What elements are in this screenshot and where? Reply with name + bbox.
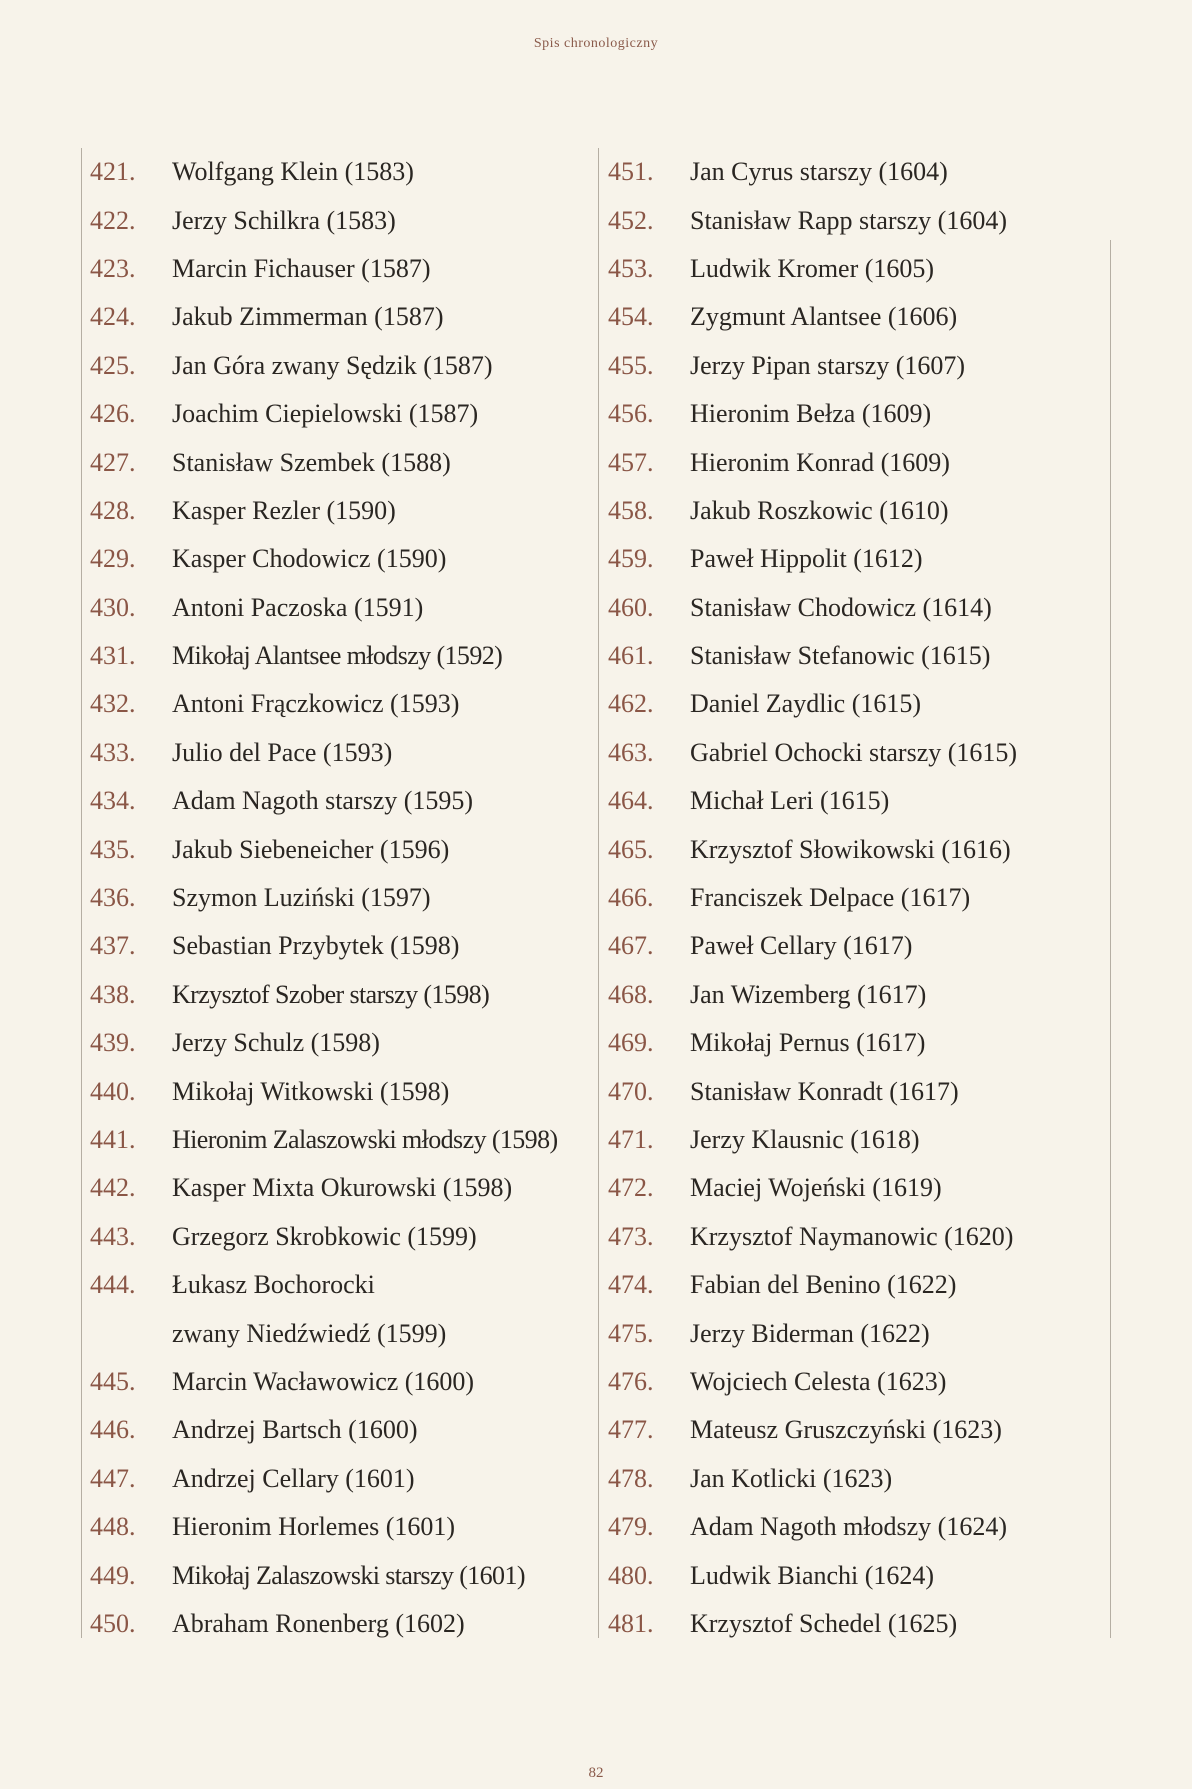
entry-number: 467. — [608, 931, 654, 961]
entry-number: 471. — [608, 1125, 654, 1154]
entry-number: 454. — [608, 302, 654, 332]
entry-name: Joachim Ciepielowski (1587) — [172, 399, 479, 429]
list-item — [608, 1019, 1118, 1067]
entry-number: 468. — [608, 979, 654, 1009]
entry-name: Adam Nagoth młodszy (1624) — [690, 1512, 1008, 1542]
entry-number: 479. — [608, 1512, 654, 1542]
list-item — [608, 148, 1118, 196]
list-item — [608, 777, 1118, 825]
entry-name: Mikołaj Zalaszowski starszy (1601) — [172, 1560, 525, 1590]
entry-number: 455. — [608, 350, 654, 380]
list-item — [608, 1406, 1118, 1454]
entry-name: Marcin Fichauser (1587) — [172, 253, 431, 283]
entry-name: Jakub Siebeneicher (1596) — [172, 834, 450, 864]
entry-number: 436. — [90, 883, 136, 913]
entry-name: Stanisław Rapp starszy (1604) — [690, 205, 1008, 235]
list-item — [90, 971, 590, 1019]
entry-number: 430. — [90, 592, 136, 622]
list-item — [90, 1067, 590, 1115]
left-margin-rule — [81, 148, 82, 1638]
entry-name: zwany Niedźwiedź (1599) — [172, 1318, 447, 1348]
entry-number: 462. — [608, 689, 654, 719]
list-item — [90, 487, 590, 535]
entry-name: Grzegorz Skrobkowic (1599) — [172, 1221, 477, 1251]
list-item — [608, 1600, 1118, 1648]
entry-name: Ludwik Kromer (1605) — [690, 253, 935, 283]
entry-name: Krzysztof Naymanowic (1620) — [690, 1221, 1014, 1251]
list-item — [90, 148, 590, 196]
entry-number: 453. — [608, 253, 654, 283]
entry-name: Franciszek Delpace (1617) — [690, 883, 971, 913]
entry-number: 437. — [90, 931, 136, 961]
entry-name: Paweł Cellary (1617) — [690, 931, 913, 961]
list-item — [608, 922, 1118, 970]
entry-name: Andrzej Cellary (1601) — [172, 1463, 415, 1493]
list-item — [608, 1261, 1118, 1309]
list-item — [608, 680, 1118, 728]
entry-name: Abraham Ronenberg (1602) — [172, 1608, 465, 1638]
entry-number: 439. — [90, 1028, 136, 1058]
entry-name: Stanisław Szembek (1588) — [172, 447, 451, 477]
entry-number: 474. — [608, 1270, 654, 1300]
entry-number: 470. — [608, 1076, 654, 1106]
list-item — [608, 1358, 1118, 1406]
running-head: Spis chronologiczny — [533, 36, 659, 51]
list-item — [608, 342, 1118, 390]
entry-name: Kasper Chodowicz (1590) — [172, 544, 447, 574]
entry-number: 448. — [90, 1512, 136, 1542]
left-column — [90, 148, 590, 1648]
entry-number: 423. — [90, 253, 136, 283]
entry-name: Wojciech Celesta (1623) — [690, 1366, 947, 1396]
list-item — [608, 632, 1118, 680]
list-item — [608, 1213, 1118, 1261]
entry-name: Ludwik Bianchi (1624) — [690, 1560, 935, 1590]
entry-name: Stanisław Konradt (1617) — [690, 1076, 959, 1106]
entry-number: 456. — [608, 399, 654, 429]
list-item — [90, 825, 590, 873]
entry-number: 451. — [608, 157, 654, 187]
entry-name: Jerzy Biderman (1622) — [690, 1318, 930, 1348]
list-item — [90, 293, 590, 341]
entry-name: Mikołaj Alantsee młodszy (1592) — [172, 641, 503, 671]
list-item — [608, 584, 1118, 632]
entry-name: Kasper Rezler (1590) — [172, 495, 396, 525]
entry-name: Krzysztof Schedel (1625) — [690, 1608, 958, 1638]
entry-number: 427. — [90, 447, 136, 477]
list-item — [90, 729, 590, 777]
entry-name: Michał Leri (1615) — [690, 786, 890, 816]
entry-name: Kasper Mixta Okurowski (1598) — [172, 1173, 513, 1203]
entry-name: Jerzy Schilkra (1583) — [172, 205, 396, 235]
entry-number: 433. — [90, 737, 136, 767]
entry-number: 473. — [608, 1221, 654, 1251]
list-item — [90, 1406, 590, 1454]
entry-name: Antoni Paczoska (1591) — [172, 592, 424, 622]
list-item — [608, 729, 1118, 777]
list-item — [90, 1019, 590, 1067]
entry-name: Jerzy Schulz (1598) — [172, 1028, 380, 1058]
list-item — [608, 1309, 1118, 1357]
entry-number: 428. — [90, 495, 136, 525]
entry-name: Andrzej Bartsch (1600) — [172, 1415, 418, 1445]
entry-number: 446. — [90, 1415, 136, 1445]
list-item — [608, 825, 1118, 873]
entry-number: 476. — [608, 1366, 654, 1396]
entry-number: 469. — [608, 1028, 654, 1058]
entry-name: Stanisław Chodowicz (1614) — [690, 592, 992, 622]
list-item — [90, 1164, 590, 1212]
entry-number: 460. — [608, 592, 654, 622]
entry-number: 464. — [608, 786, 654, 816]
entry-number: 477. — [608, 1415, 654, 1445]
entry-number: 461. — [608, 641, 654, 671]
entry-name: Jerzy Klausnic (1618) — [690, 1125, 920, 1154]
list-item — [90, 584, 590, 632]
entry-name: Mikołaj Witkowski (1598) — [172, 1076, 450, 1106]
entry-number: 424. — [90, 302, 136, 332]
list-item — [608, 487, 1118, 535]
list-item — [90, 1551, 590, 1599]
entry-name: Wolfgang Klein (1583) — [172, 157, 414, 187]
entry-name: Mateusz Gruszczyński (1623) — [690, 1415, 1002, 1445]
list-item — [90, 1309, 590, 1357]
entry-name: Jan Góra zwany Sędzik (1587) — [172, 350, 493, 380]
list-item — [90, 1455, 590, 1503]
list-item — [90, 342, 590, 390]
entry-name: Gabriel Ochocki starszy (1615) — [690, 737, 1018, 767]
entry-number: 463. — [608, 737, 654, 767]
entry-number: 472. — [608, 1173, 654, 1203]
entry-number: 438. — [90, 979, 136, 1009]
entry-number: 443. — [90, 1221, 136, 1251]
entry-name: Łukasz Bochorocki — [172, 1270, 375, 1300]
entry-name: Maciej Wojeński (1619) — [690, 1173, 942, 1203]
entry-number: 434. — [90, 786, 136, 816]
list-item — [608, 1503, 1118, 1551]
entry-number: 426. — [90, 399, 136, 429]
entry-name: Jakub Zimmerman (1587) — [172, 302, 444, 332]
entry-number: 429. — [90, 544, 136, 574]
entry-number: 435. — [90, 834, 136, 864]
entry-number: 457. — [608, 447, 654, 477]
list-item — [608, 1067, 1118, 1115]
list-item — [90, 245, 590, 293]
entry-number: 425. — [90, 350, 136, 380]
entry-number: 449. — [90, 1560, 136, 1590]
list-item — [608, 1455, 1118, 1503]
entry-number: 466. — [608, 883, 654, 913]
entry-name: Fabian del Benino (1622) — [690, 1270, 957, 1300]
right-column — [608, 148, 1118, 1648]
entry-name: Jakub Roszkowic (1610) — [690, 495, 949, 525]
entry-name: Hieronim Zalaszowski młodszy (1598) — [172, 1125, 558, 1154]
list-item — [608, 245, 1118, 293]
entry-name: Jerzy Pipan starszy (1607) — [690, 350, 966, 380]
entry-name: Marcin Wacławowicz (1600) — [172, 1366, 475, 1396]
list-item — [608, 1116, 1118, 1164]
list-item — [90, 632, 590, 680]
entry-name: Jan Kotlicki (1623) — [690, 1463, 893, 1493]
list-item — [608, 390, 1118, 438]
entry-name: Daniel Zaydlic (1615) — [690, 689, 922, 719]
entry-name: Krzysztof Słowikowski (1616) — [690, 834, 1011, 864]
list-item — [90, 390, 590, 438]
column-divider-rule — [598, 148, 599, 1638]
entry-name: Jan Wizemberg (1617) — [690, 979, 927, 1009]
entry-number: 475. — [608, 1318, 654, 1348]
entry-name: Paweł Hippolit (1612) — [690, 544, 923, 574]
list-item — [608, 874, 1118, 922]
entry-name: Adam Nagoth starszy (1595) — [172, 786, 474, 816]
entry-name: Szymon Luziński (1597) — [172, 883, 431, 913]
entry-number: 440. — [90, 1076, 136, 1106]
entry-number: 422. — [90, 205, 136, 235]
entry-number: 459. — [608, 544, 654, 574]
entry-number: 452. — [608, 205, 654, 235]
list-item — [90, 535, 590, 583]
list-item — [608, 1551, 1118, 1599]
entry-name: Antoni Frączkowicz (1593) — [172, 689, 460, 719]
entry-number: 480. — [608, 1560, 654, 1590]
list-item — [90, 680, 590, 728]
list-item — [90, 922, 590, 970]
list-item — [608, 293, 1118, 341]
entry-number: 481. — [608, 1608, 654, 1638]
entry-number: 458. — [608, 495, 654, 525]
entry-name: Zygmunt Alantsee (1606) — [690, 302, 958, 332]
entry-name: Jan Cyrus starszy (1604) — [690, 157, 948, 187]
entry-name: Stanisław Stefanowic (1615) — [690, 641, 991, 671]
list-item — [608, 1164, 1118, 1212]
list-item — [608, 535, 1118, 583]
entry-number: 432. — [90, 689, 136, 719]
entry-number: 441. — [90, 1125, 136, 1154]
list-item — [90, 777, 590, 825]
entry-name: Hieronim Bełza (1609) — [690, 399, 932, 429]
list-item — [90, 874, 590, 922]
list-item — [90, 196, 590, 244]
entry-number: 450. — [90, 1608, 136, 1638]
entry-number: 444. — [90, 1270, 136, 1300]
entry-name: Krzysztof Szober starszy (1598) — [172, 979, 490, 1009]
entry-number: 442. — [90, 1173, 136, 1203]
entry-number: 421. — [90, 157, 136, 187]
entry-name: Hieronim Konrad (1609) — [690, 447, 950, 477]
list-item — [90, 1213, 590, 1261]
entry-name: Julio del Pace (1593) — [172, 737, 393, 767]
entry-name: Sebastian Przybytek (1598) — [172, 931, 460, 961]
list-item — [90, 1358, 590, 1406]
entry-number: 445. — [90, 1366, 136, 1396]
list-item — [90, 438, 590, 486]
entry-name: Mikołaj Pernus (1617) — [690, 1028, 926, 1058]
entry-number: 431. — [90, 641, 136, 671]
list-item — [608, 438, 1118, 486]
list-item — [608, 196, 1118, 244]
entry-number: 465. — [608, 834, 654, 864]
page-number: 82 — [588, 1765, 604, 1781]
list-item — [608, 971, 1118, 1019]
list-item — [90, 1116, 590, 1164]
list-item — [90, 1600, 590, 1648]
list-item — [90, 1503, 590, 1551]
entry-number: 478. — [608, 1463, 654, 1493]
list-item — [90, 1261, 590, 1309]
entry-name: Hieronim Horlemes (1601) — [172, 1512, 456, 1542]
entry-number: 447. — [90, 1463, 136, 1493]
